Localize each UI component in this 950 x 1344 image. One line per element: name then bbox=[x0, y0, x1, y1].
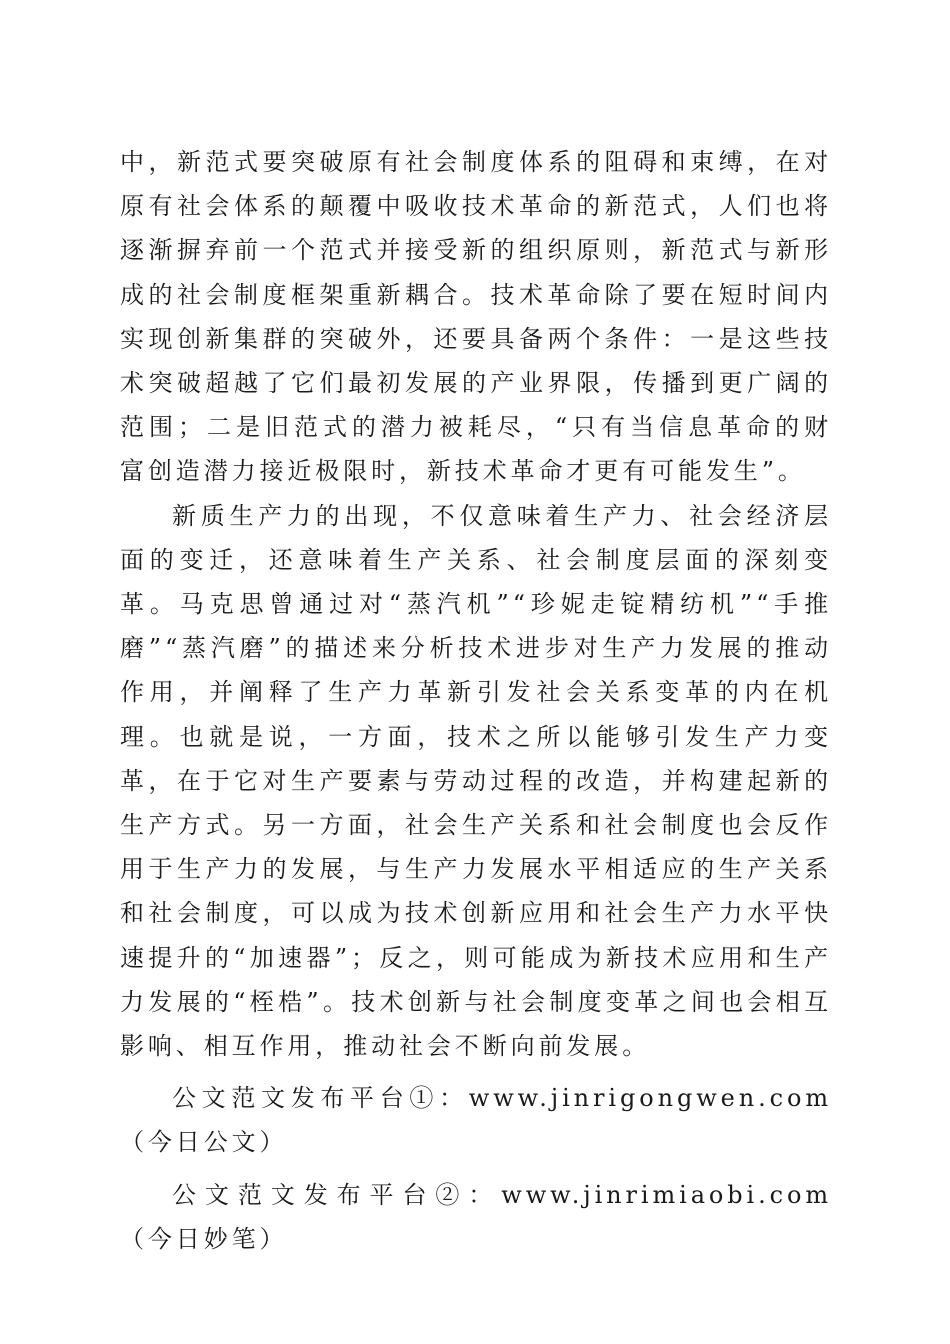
paragraph-new-productivity: 新质生产力的出现，不仅意味着生产力、社会经济层面的变迁，还意味着生产关系、社会制度层面的深刻变革。马克思曾通过对“蒸汽机”“珍妮走锭精纺机”“手推磨”“蒸汽磨”的描述来分析技术进步对生产力发展的推动作用，并阐释了生产力革新引发社会关系变革的内在机理。也就是说，一方面，技术之所以能够引发生产力变革，在于它对生产要素与劳动过程的改造，并构建起新的生产方式。另一方面，社会生产关系和社会制度也会反作用于生产力的发展，与生产力发展水平相适应的生产关系和社会制度，可以成为技术创新应用和社会生产力水平快速提升的“加速器”；反之，则可能成为新技术应用和生产力发展的“桎梏”。技术创新与社会制度变革之间也会相互影响、相互作用，推动社会不断向前发展。 bbox=[120, 501, 832, 1061]
platform-link-1: 公文范文发布平台①：www.jinrigongwen.com（今日公文） bbox=[120, 1084, 832, 1157]
paragraph-continuation: 中，新范式要突破原有社会制度体系的阻碍和束缚，在对原有社会体系的颠覆中吸收技术革命的新范式，人们也将逐渐摒弃前一个范式并接受新的组织原则，新范式与新形成的社会制度框架重新耦合。技术革命除了要在短时间内实现创新集群的突破外，还要具备两个条件：一是这些技术突破超越了它们最初发展的产业界限，传播到更广阔的范围；二是旧范式的潜力被耗尽，“只有当信息革命的财富创造潜力接近极限时，新技术革命才更有可能发生”。 bbox=[120, 148, 832, 486]
document-body bbox=[120, 140, 832, 1261]
platform-link-2: 公文范文发布平台②：www.jinrimiaobi.com（今日妙笔） bbox=[120, 1180, 832, 1253]
